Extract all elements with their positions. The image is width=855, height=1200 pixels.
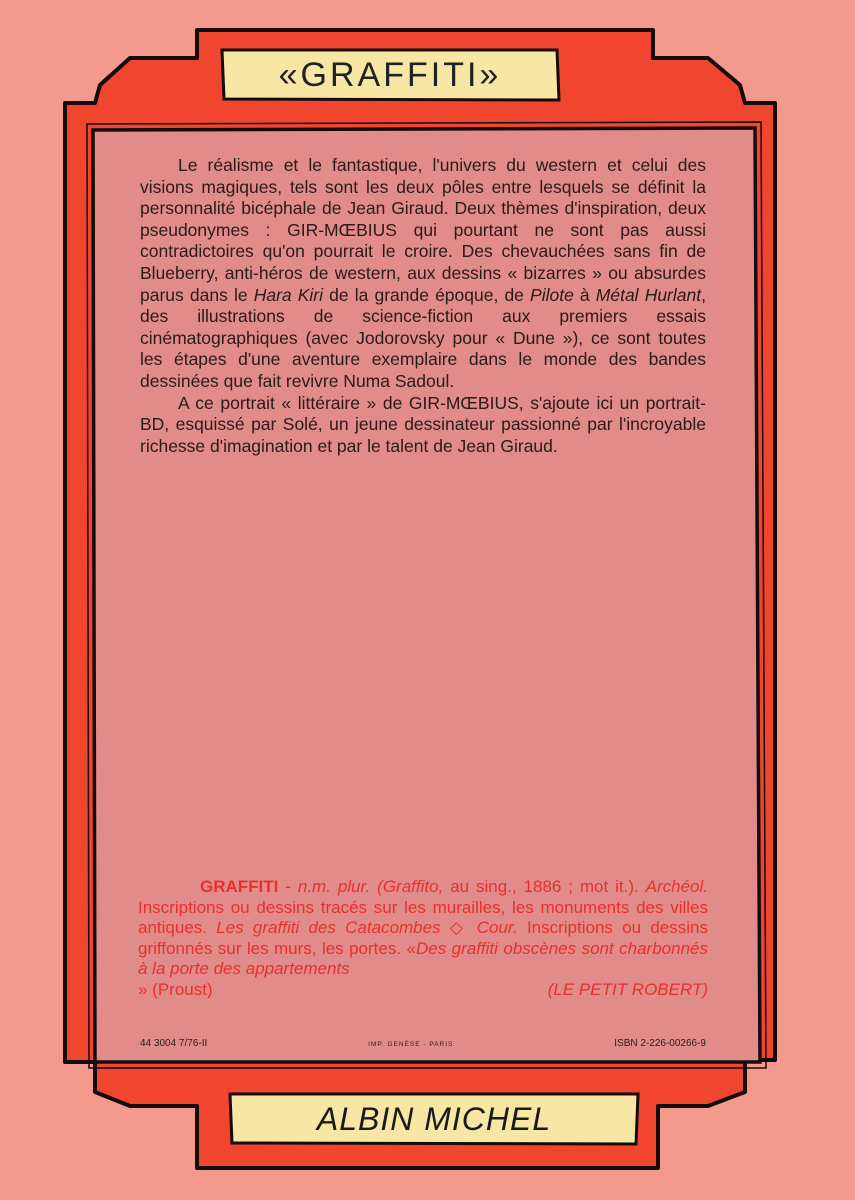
isbn: ISBN 2-226-00266-9 [614,1038,706,1049]
blurb-paragraph-2: A ce portrait « littéraire » de GIR-MŒBIUS, s'ajoute ici un portrait-BD, esquissé par Solé, un jeune dessinateur passionné par l'incroyable richesse d'imagination et par le talent de Jean Giraud. [140,392,706,456]
publisher-banner [233,1096,635,1142]
catalog-code: 44 3004 7/76-II [140,1038,208,1049]
title-banner [225,52,555,98]
blurb [140,155,706,457]
blurb-paragraph-1: Le réalisme et le fantastique, l'univers du western et celui des visions magiques, tels sont les deux pôles entre lesquels se définit la personnalité bicéphale de Jean Giraud. Deux thèmes d'inspiration, deux pseudonymes : GIR-MŒBIUS qui pourtant ne sont pas aussi contradictoires qu'on pourrait le croire. Des chevauchées sans fin de Blueberry, anti-héros de western, aux dessins « bizarres » ou absurdes parus dans le Hara Kiri de la grande époque, de Pilote à Métal Hurlant, des illustrations de science-fiction aux premiers essais cinématographiques (avec Jodorovsky pour « Dune »), ce sont toutes les étapes d'une aventure exemplaire dans le monde des bandes dessinées que fait revivre Numa Sadoul. [140,155,706,391]
printer-line: IMP. GENÈSE - PARIS [368,1041,454,1048]
cover-title: «GRAFFITI» [278,55,502,94]
colophon [140,1038,706,1049]
dictionary-definition: GRAFFITI - n.m. plur. (Graffito, au sing., 1886 ; mot it.). Archéol. Inscriptions ou dessins tracés sur les murailles, les monuments des villes antiques. Les graffiti des Catacombes ◇ Cour. Inscriptions ou dessins griffonnés sur les murs, les portes. «Des graffiti obscènes sont charbonnés à la porte des appartements » (Proust) (LE PETIT ROBERT) [138,877,709,999]
definition-headword: GRAFFITI [200,877,279,896]
publisher-name: ALBIN MICHEL [316,1100,552,1137]
definition-source: (LE PETIT ROBERT) [547,979,708,999]
